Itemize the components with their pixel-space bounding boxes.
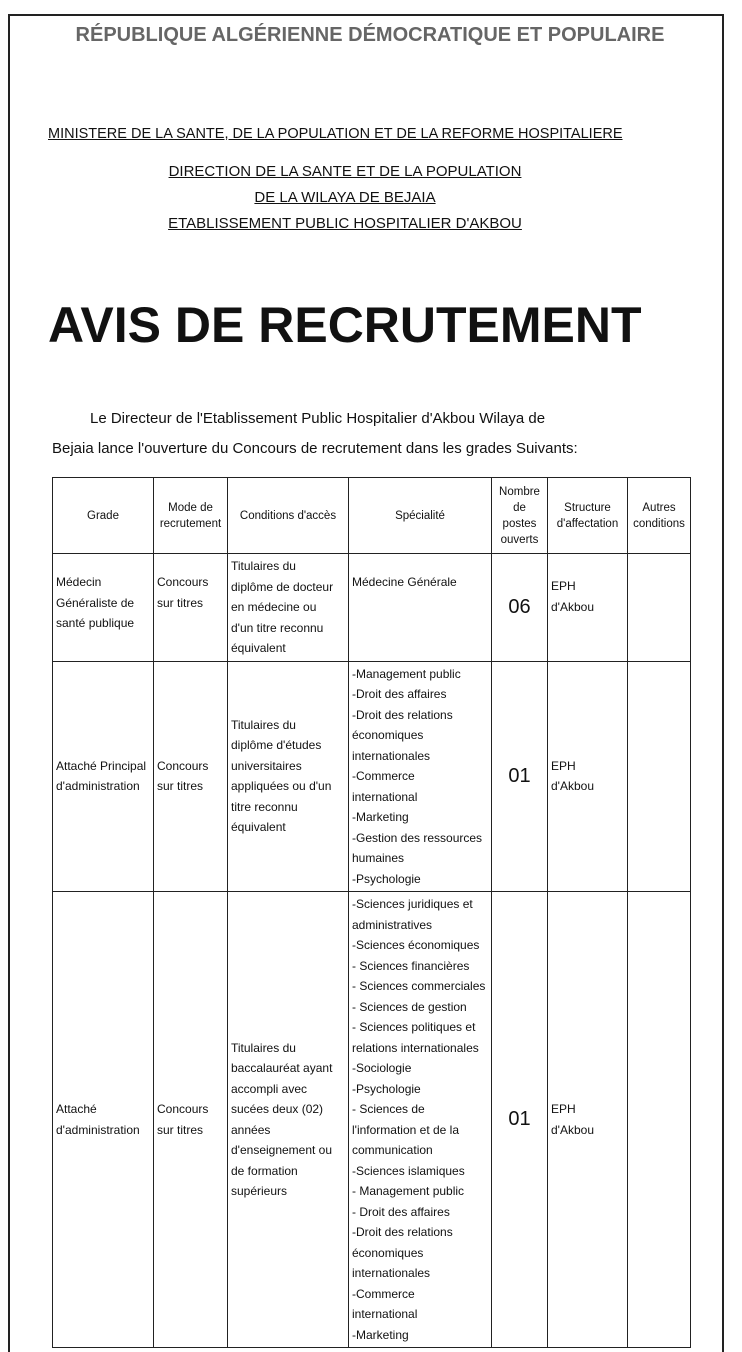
table-header-row <box>53 478 691 554</box>
cell-postes: 06 <box>492 554 548 662</box>
cell-mode: Concours sur titres <box>154 892 228 1348</box>
cell-mode: Concours sur titres <box>154 661 228 892</box>
cell-specialite: -Management public -Droit des affaires -Droit des relations économiques internationales -Commerce international -Marketing -Gestion des ressources humaines -Psychologie <box>349 661 492 892</box>
recruitment-table <box>52 477 691 1348</box>
cell-structure: EPH d'Akbou <box>548 554 628 662</box>
table-row <box>53 892 691 1348</box>
header-specialite: Spécialité <box>349 478 492 554</box>
header-conditions: Conditions d'accès <box>228 478 349 554</box>
direction-line-1: DIRECTION DE LA SANTE ET DE LA POPULATION <box>168 163 522 180</box>
cell-autres <box>628 554 691 662</box>
cell-structure: EPH d'Akbou <box>548 892 628 1348</box>
notice-title: AVIS DE RECRUTEMENT <box>48 297 642 353</box>
table-row <box>53 661 691 892</box>
cell-autres <box>628 661 691 892</box>
cell-structure: EPH d'Akbou <box>548 661 628 892</box>
header-grade: Grade <box>53 478 154 554</box>
ministry-heading: MINISTERE DE LA SANTE, DE LA POPULATION ET DE LA REFORME HOSPITALIERE <box>48 126 623 142</box>
republic-heading: RÉPUBLIQUE ALGÉRIENNE DÉMOCRATIQUE ET POPULAIRE <box>75 24 665 46</box>
cell-postes: 01 <box>492 661 548 892</box>
cell-specialite: Médecine Générale <box>349 554 492 662</box>
intro-line-1: Le Directeur de l'Etablissement Public Hospitalier d'Akbou Wilaya de <box>90 410 546 427</box>
cell-grade: Attaché Principal d'administration <box>53 661 154 892</box>
cell-conditions: Titulaires du baccalauréat ayant accompli avec sucées deux (02) années d'enseignement ou de formation supérieurs <box>228 892 349 1348</box>
header-postes: Nombre de postes ouverts <box>492 478 548 554</box>
cell-grade: Attaché d'administration <box>53 892 154 1348</box>
cell-mode: Concours sur titres <box>154 554 228 662</box>
header-structure: Structure d'affectation <box>548 478 628 554</box>
cell-conditions: Titulaires du diplôme d'études universitaires appliquées ou d'un titre reconnu équivalent <box>228 661 349 892</box>
cell-conditions: Titulaires du diplôme de docteur en médecine ou d'un titre reconnu équivalent <box>228 554 349 662</box>
header-autres: Autres conditions <box>628 478 691 554</box>
cell-specialite: -Sciences juridiques et administratives -Sciences économiques - Sciences financières - Sciences commerciales - Sciences de gestion - Sciences politiques et relations internationales -Sociologie -Psychologie - Sciences de l'information et de la communication -Sciences islamiques - Management public - Droit des affaires -Droit des relations économiques internationales -Commerce international -Marketing <box>349 892 492 1348</box>
header-mode: Mode de recrutement <box>154 478 228 554</box>
cell-grade: Médecin Généraliste de santé publique <box>53 554 154 662</box>
direction-line-3: ETABLISSEMENT PUBLIC HOSPITALIER D'AKBOU <box>168 215 522 232</box>
cell-autres <box>628 892 691 1348</box>
direction-line-2: DE LA WILAYA DE BEJAIA <box>254 189 436 206</box>
intro-line-2: Bejaia lance l'ouverture du Concours de recrutement dans les grades Suivants: <box>52 440 578 457</box>
table-row <box>53 554 691 662</box>
cell-postes: 01 <box>492 892 548 1348</box>
